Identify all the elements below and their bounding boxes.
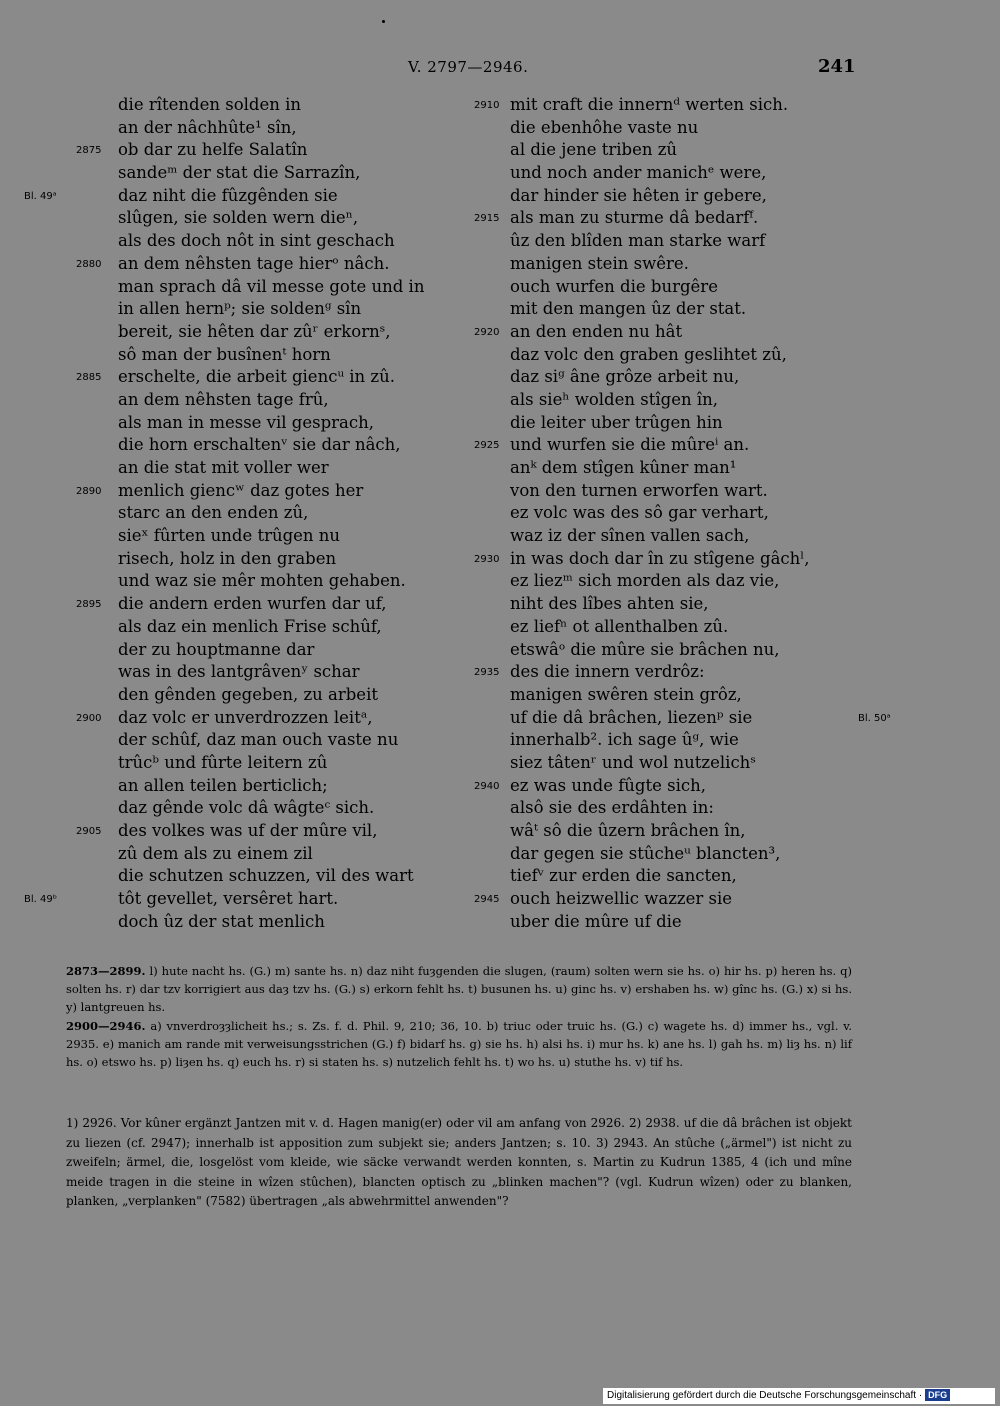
verse-line (510, 389, 840, 412)
verse-text: tôt gevellet, versêret hart. (118, 889, 339, 909)
apparatus-text: l) hute nacht hs. (G.) m) sante hs. n) daz niht fuȝgenden die slugen, (raum) solten wern sie hs. o) hir hs. p) heren hs. q) solten hs. r) dar tzv korrigiert aus daȝ tzv hs. (G.) s) erkorn fehlt hs. t) busunen hs. u) ginc hs. v) ershaben hs. w) gînc hs. (G.) x) si hs. y) lantgreuen hs. (66, 964, 853, 1015)
verse-text: die rîtenden solden in (118, 95, 302, 114)
dfg-logo: DFG (925, 1389, 950, 1401)
verse-line (510, 911, 840, 934)
apparatus-entry-1 (66, 962, 852, 1017)
verse-line (118, 797, 478, 820)
verse-line (118, 207, 478, 230)
verse-line (510, 797, 840, 820)
verse-text: dar gegen sie stûcheᵘ blancten³, (510, 843, 781, 863)
verse-text: an der nâchhûte¹ sîn, (118, 117, 297, 137)
verse-line (118, 344, 478, 367)
verse-text: als sieʰ wolden stîgen în, (510, 389, 718, 409)
verse-line (510, 593, 840, 616)
verse-line (24, 888, 478, 911)
verse-text: daz gênde volc dâ wâgteᶜ sich. (118, 798, 375, 818)
verse-text: waz iz der sînen vallen sach, (510, 526, 750, 546)
verse-line (76, 820, 478, 843)
verse-line (510, 253, 840, 276)
footnote-text: 1) 2926. Vor kûner ergänzt Jantzen mit v. d. Hagen manig(er) oder vil am anfang von 2926. 2) 2938. uf die dâ brâchen ist objekt zu liezen (cf. 2947); innerhalb ist apposition zum subjekt sie; anders Jantzen; s. 10. 3) 2943. An stûche („ärmel") ist nicht zu zweifeln; ärmel, die, losgelöst vom kleide, wie säcke verwandt werden konnten, s. Martin zu Kudrun 1385, 4 (ich und mîne meide tragen in die steine in wîzen stûchen), blancten optisch zu „blinken machen"? (vgl. Kudrun wîzen) oder zu blanken, planken, „verplanken" (7582) übertragen „als abwehrmittel anwenden"? (66, 1116, 852, 1209)
verse-line (76, 253, 478, 276)
right-verse-column (474, 94, 891, 933)
verse-text: uber die mûre uf die (510, 911, 682, 931)
folio-marker: Bl. 49ᵇ (24, 894, 58, 906)
verse-line (474, 775, 840, 798)
verse-text: ob dar zu helfe Salatîn (118, 140, 308, 160)
line-number: 2925 (474, 440, 500, 452)
verse-line (510, 616, 840, 639)
running-header (0, 58, 1000, 82)
line-number: 2940 (474, 780, 500, 792)
verse-text: die schutzen schuzzen, vil des wart (118, 866, 414, 886)
verse-line (510, 344, 840, 367)
verse-text: die andern erden wurfen dar uf, (118, 594, 387, 614)
verse-text: siez tâtenʳ und wol nutzelichˢ (510, 752, 756, 772)
verse-text: als des doch nôt in sint geschach (118, 231, 395, 251)
verse-line (118, 548, 478, 571)
verse-text: ûz den blîden man starke warf (510, 231, 766, 251)
verse-line (118, 117, 478, 140)
verse-line (510, 185, 840, 208)
verse-text: die ebenhôhe vaste nu (510, 117, 699, 137)
line-number: 2890 (76, 485, 102, 497)
page-number: 241 (818, 56, 856, 77)
verse-line (474, 548, 840, 571)
verse-line (474, 321, 840, 344)
verse-line (76, 480, 478, 503)
verse-line (76, 366, 478, 389)
verse-line (510, 843, 840, 866)
verse-line (118, 775, 478, 798)
verse-text: erschelte, die arbeit giencᵘ in zû. (118, 367, 395, 387)
verse-line (510, 457, 840, 480)
verse-text: mit den mangen ûz der stat. (510, 299, 747, 319)
verse-line (474, 661, 840, 684)
verse-line (118, 525, 478, 548)
verse-text: slûgen, sie solden wern dieⁿ, (118, 208, 359, 228)
line-number: 2930 (474, 553, 500, 565)
verse-text: starc an den enden zû, (118, 503, 309, 523)
verse-text: an allen teilen berticlich; (118, 775, 328, 795)
verse-text: ez volc was des sô gar verhart, (510, 503, 769, 523)
line-number: 2915 (474, 213, 500, 225)
verse-line (510, 707, 891, 730)
verse-text: sandeᵐ der stat die Sarrazîn, (118, 163, 361, 183)
verse-text: als man in messe vil gesprach, (118, 412, 374, 432)
verse-line (510, 820, 840, 843)
verse-line (510, 752, 840, 775)
verse-line (510, 684, 840, 707)
credit-text: Digitalisierung gefördert durch die Deutsche Forschungsgemeinschaft · (607, 1390, 923, 1401)
verse-text: den gênden gegeben, zu arbeit (118, 684, 378, 704)
verse-text: sieˣ fûrten unde trûgen nu (118, 526, 341, 546)
verse-text: ez was unde fûgte sich, (510, 775, 706, 795)
verse-line (510, 412, 840, 435)
verse-line (118, 502, 478, 525)
verse-text: manigen swêren stein grôz, (510, 684, 742, 704)
verse-line (118, 865, 478, 888)
verse-line (510, 230, 840, 253)
verse-line (510, 117, 840, 140)
verse-line (118, 752, 478, 775)
verse-text: innerhalb². ich sage ûᵍ, wie (510, 730, 739, 750)
verse-text: anᵏ dem stîgen kûner man¹ (510, 458, 737, 477)
line-number: 2895 (76, 599, 102, 611)
verse-line (118, 321, 478, 344)
verse-text: alsô sie des erdâhten in: (510, 798, 714, 818)
verse-line (76, 139, 478, 162)
line-number: 2905 (76, 826, 102, 837)
verse-text: dar hinder sie hêten ir gebere, (510, 185, 767, 205)
verse-text: sô man der busînenᵗ horn (118, 344, 331, 364)
footnotes (66, 1114, 852, 1212)
verse-text: ouch wurfen die burgêre (510, 276, 718, 296)
line-number: 2920 (474, 326, 500, 338)
verse-text: an den enden nu hât (510, 321, 683, 341)
verse-line (510, 366, 840, 389)
verse-text: niht des lîbes ahten sie, (510, 594, 709, 614)
line-number: 2935 (474, 667, 500, 679)
digitization-credit (603, 1388, 995, 1404)
verse-line (118, 276, 478, 299)
verse-text: daz volc den graben geslihtet zû, (510, 344, 787, 364)
verse-text: ouch heizwellic wazzer sie (510, 889, 732, 909)
verse-line (76, 593, 478, 616)
verse-line (118, 661, 478, 684)
verse-text: an die stat mit voller wer (118, 458, 329, 477)
line-number: 2910 (474, 100, 500, 111)
critical-apparatus (66, 962, 852, 1071)
verse-line (118, 570, 478, 593)
verse-line (510, 276, 840, 299)
verse-line (118, 389, 478, 412)
verse-text: als daz ein menlich Frise schûf, (118, 616, 382, 636)
verse-text: und waz sie mêr mohten gehaben. (118, 571, 406, 591)
folio-marker: Bl. 50ᵃ (858, 712, 891, 724)
line-number: 2880 (76, 258, 102, 270)
verse-line (510, 480, 840, 503)
verse-line (510, 502, 840, 525)
verse-line (76, 707, 478, 730)
verse-text: al die jene triben zû (510, 140, 678, 160)
verse-text: wâᵗ sô die ûzern brâchen în, (510, 821, 746, 840)
verse-text: menlich giencʷ daz gotes her (118, 480, 364, 500)
verse-line (24, 185, 478, 208)
verse-text: der schûf, daz man ouch vaste nu (118, 730, 399, 750)
verse-line (118, 298, 478, 321)
verse-line (118, 94, 478, 117)
verse-text: an dem nêhsten tage frû, (118, 389, 329, 409)
verse-text: an dem nêhsten tage hierᵒ nâch. (118, 253, 390, 273)
verse-text: ez liefⁿ ot allenthalben zû. (510, 616, 729, 636)
verse-line (510, 865, 840, 888)
verse-text: des die innern verdrôz: (510, 662, 705, 682)
verse-line (474, 434, 840, 457)
verse-line (510, 298, 840, 321)
verse-line (118, 729, 478, 752)
scan-speck (382, 20, 385, 23)
verse-line (118, 639, 478, 662)
verse-text: ez liezᵐ sich morden als daz vie, (510, 571, 780, 591)
verse-line (118, 843, 478, 866)
verse-line (510, 570, 840, 593)
line-number: 2885 (76, 372, 102, 384)
verse-text: uf die dâ brâchen, liezenᵖ sie (510, 707, 753, 727)
verse-line (510, 525, 840, 548)
verse-text: daz siᵍ âne grôze arbeit nu, (510, 367, 740, 387)
verse-text: tiefᵛ zur erden die sancten, (510, 866, 737, 886)
verse-line (510, 639, 840, 662)
verse-text: in was doch dar în zu stîgene gâchˡ, (510, 548, 810, 568)
verse-line (474, 207, 840, 230)
verse-text: bereit, sie hêten dar zûʳ erkornˢ, (118, 321, 391, 341)
verse-line (118, 616, 478, 639)
verse-line (510, 162, 840, 185)
verse-text: man sprach dâ vil messe gote und in (118, 276, 425, 296)
verse-line (118, 434, 478, 457)
verse-text: der zu houptmanne dar (118, 639, 315, 659)
apparatus-text: a) vnverdroȝȝlicheit hs.; s. Zs. f. d. Phil. 9, 210; 36, 10. b) triuc oder truic hs. (G.) c) wagete hs. d) immer hs., vgl. v. 2935. e) manich am rande mit verweisungsstrichen (G.) f) bidarf hs. g) sie hs. h) alsi hs. i) mur hs. k) ane hs. l) gah hs. m) liȝ hs. n) lif hs. o) etswo hs. p) liȝen hs. q) euch hs. r) si staten hs. s) nutzelich fehlt hs. t) wo hs. u) stuthe hs. v) tif hs. (66, 1018, 852, 1070)
verse-text: die leiter uber trûgen hin (510, 412, 723, 432)
left-verse-column (24, 94, 478, 933)
verse-line (474, 888, 840, 911)
verse-text: risech, holz in den graben (118, 548, 337, 568)
verse-line (118, 412, 478, 435)
verse-text: von den turnen erworfen wart. (510, 480, 768, 500)
verse-text: zû dem als zu einem zil (118, 843, 313, 863)
verse-line (474, 94, 840, 117)
verse-text: doch ûz der stat menlich (118, 911, 325, 931)
verse-text: in allen hernᵖ; sie soldenᵍ sîn (118, 299, 362, 319)
verse-line (118, 684, 478, 707)
verse-text: daz volc er unverdrozzen leitᵃ, (118, 707, 373, 727)
verse-line (510, 139, 840, 162)
verse-line (118, 457, 478, 480)
verse-text: und wurfen sie die mûreⁱ an. (510, 435, 750, 455)
line-number: 2945 (474, 894, 500, 906)
verse-line (118, 162, 478, 185)
apparatus-entry-2 (66, 1017, 852, 1072)
verse-text: was in des lantgrâvenʸ schar (118, 662, 360, 682)
verse-line (118, 230, 478, 253)
verse-text: als man zu sturme dâ bedarfᶠ. (510, 208, 759, 228)
verse-line (118, 911, 478, 934)
apparatus-range: 2873—2899. (66, 964, 146, 978)
line-number: 2875 (76, 145, 102, 157)
page-title: V. 2797—2946. (408, 58, 529, 76)
verse-text: trûcᵇ und fûrte leitern zû (118, 752, 328, 772)
line-number: 2900 (76, 712, 102, 724)
folio-marker: Bl. 49ᵃ (24, 190, 57, 202)
verse-text: daz niht die fûzgênden sie (118, 185, 338, 205)
verse-text: die horn erschaltenᵛ sie dar nâch, (118, 435, 401, 455)
verse-text: mit craft die innernᵈ werten sich. (510, 95, 789, 114)
verse-line (510, 729, 840, 752)
verse-text: manigen stein swêre. (510, 253, 689, 273)
apparatus-range: 2900—2946. (66, 1018, 146, 1033)
verse-text: des volkes was uf der mûre vil, (118, 821, 378, 840)
verse-text: und noch ander manichᵉ were, (510, 163, 767, 183)
verse-text: etswâᵒ die mûre sie brâchen nu, (510, 639, 780, 659)
